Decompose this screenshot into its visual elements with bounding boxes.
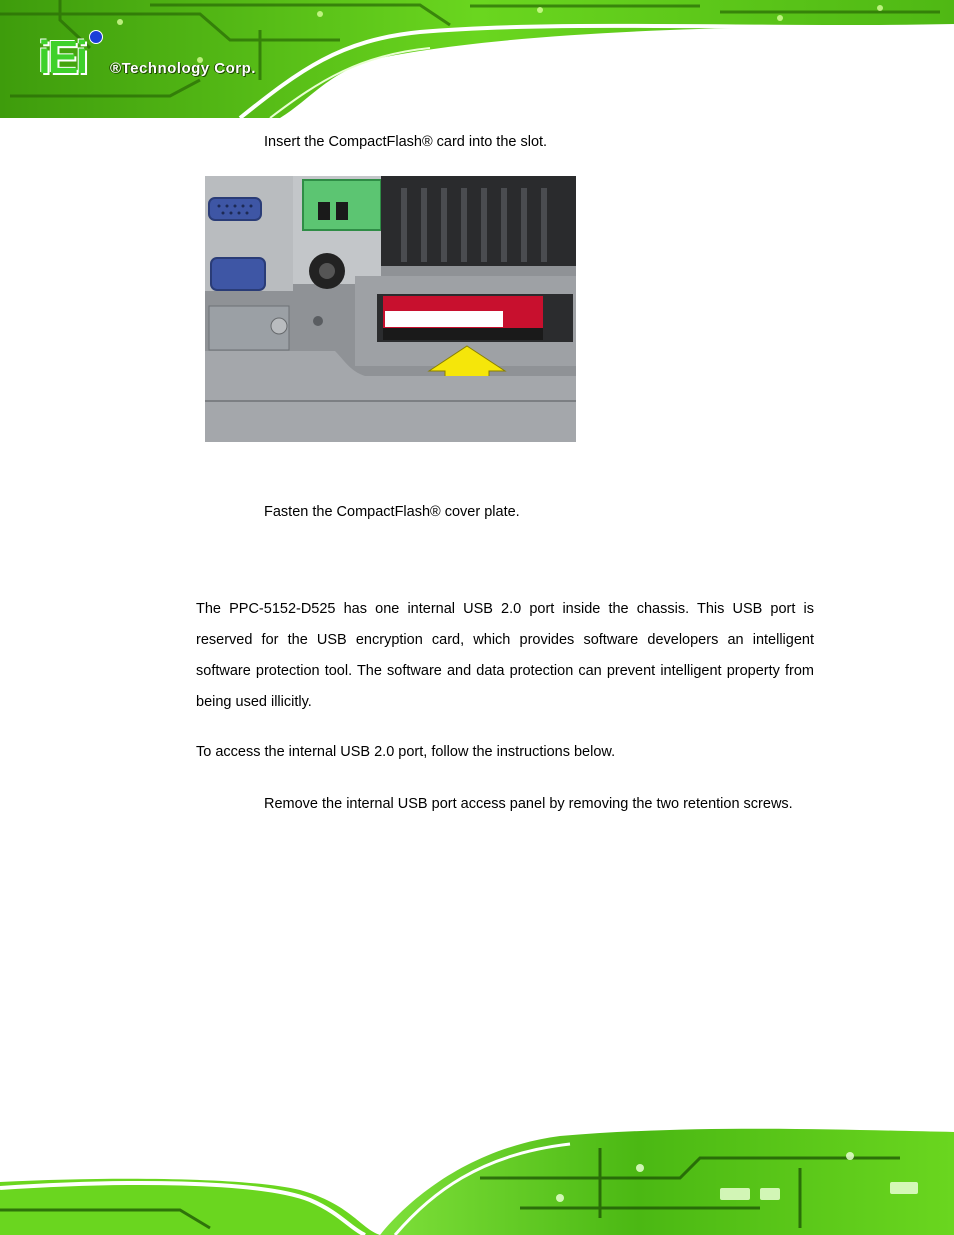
footer-pcb-banner <box>0 1118 954 1235</box>
step-insert-card: Insert the CompactFlash® card into the slot. <box>264 134 548 150</box>
cf-card-slot-photo <box>205 176 576 442</box>
step-remove-panel: Remove the internal USB port access panel by removing the two retention screws. <box>264 796 793 812</box>
paragraph-access-instructions: To access the internal USB 2.0 port, follow the instructions below. <box>196 744 616 760</box>
logo-dot-icon <box>89 30 103 44</box>
step-fasten-cover: Fasten the CompactFlash® cover plate. <box>264 504 520 520</box>
logo-text: ®Technology Corp. <box>110 60 256 77</box>
logo-mark: iEi <box>38 31 86 83</box>
paragraph-internal-usb: The PPC-5152-D525 has one internal USB 2.0 port inside the chassis. This USB port is reserved for the USB encryption card, which provides software developers an intelligent software protection tool. The software and data protection can prevent intelligent property from being used illicitly. <box>196 601 814 710</box>
